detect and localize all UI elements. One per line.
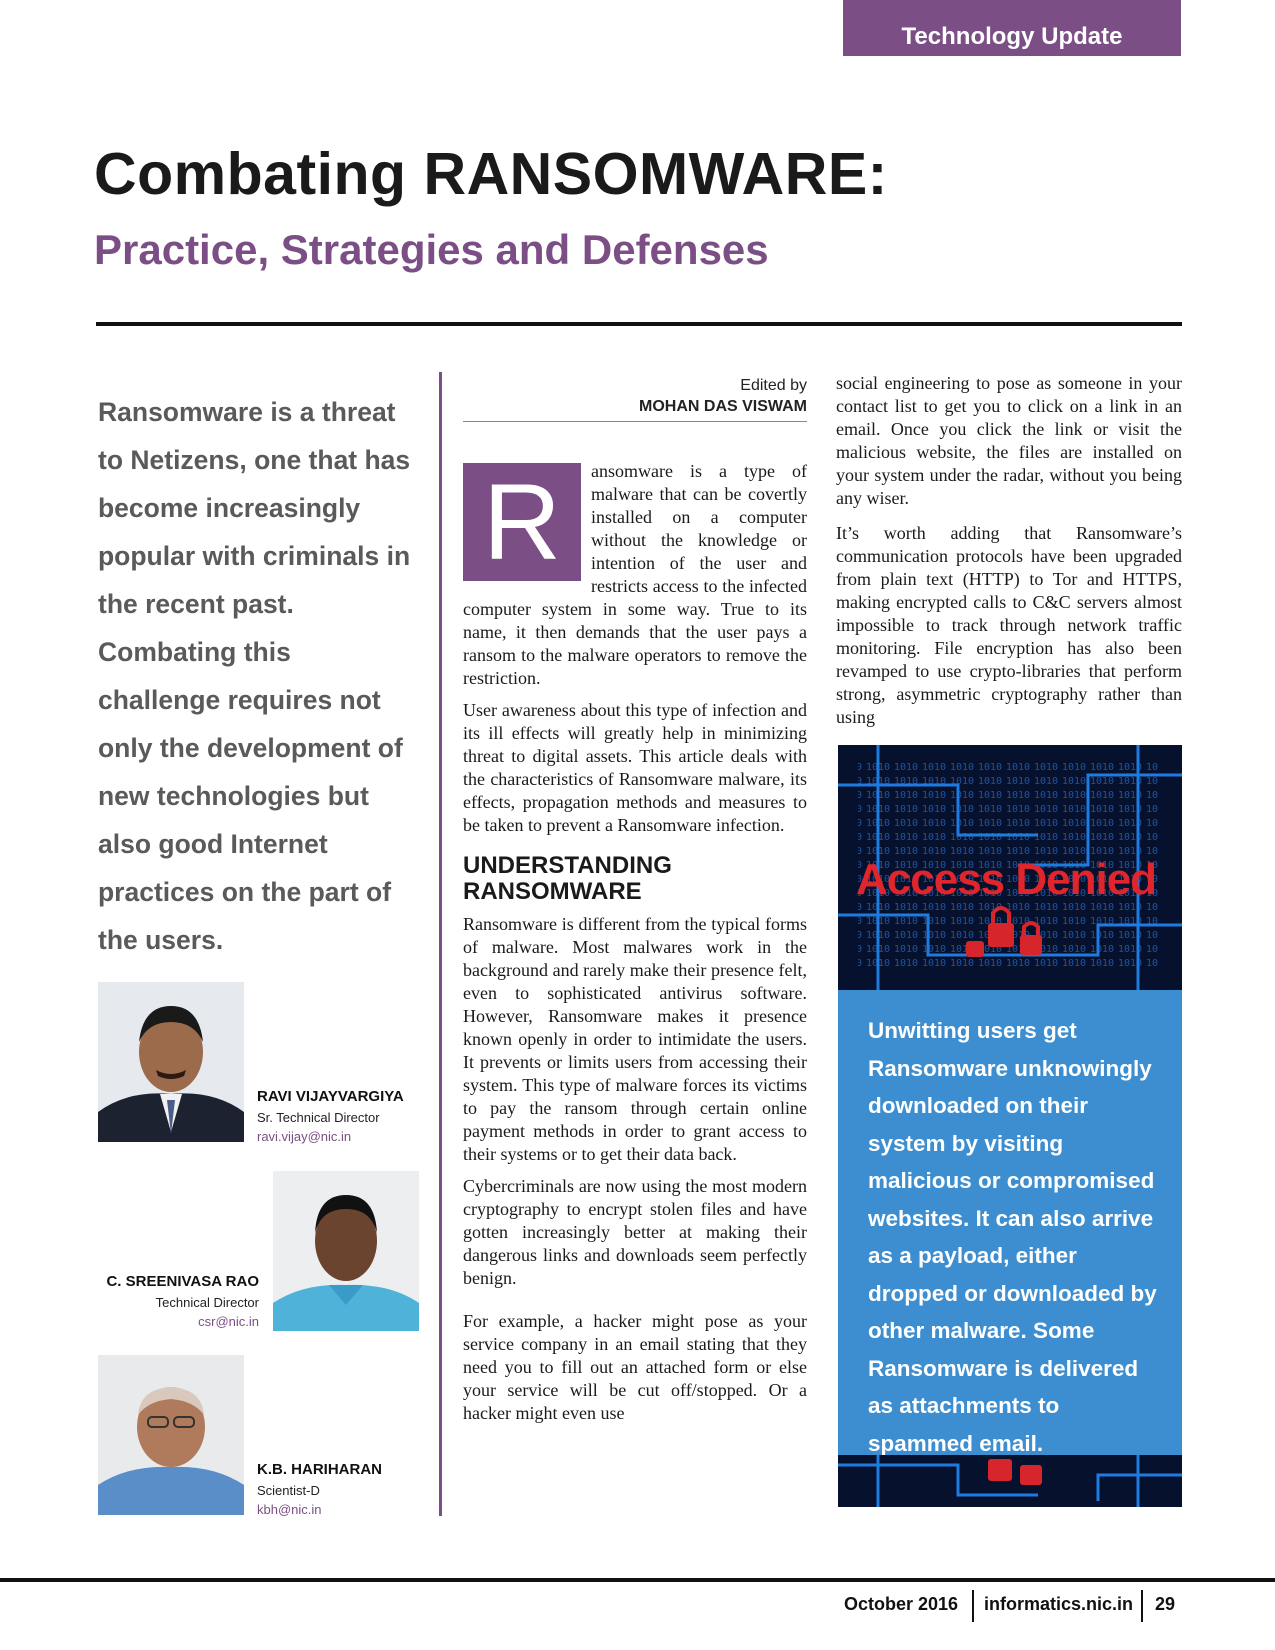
editor-label: Edited by bbox=[740, 377, 807, 394]
author-email-1[interactable]: ravi.vijay@nic.in bbox=[257, 1129, 352, 1144]
editor-credit bbox=[463, 375, 807, 417]
footer-site[interactable]: informatics.nic.in bbox=[984, 1594, 1134, 1614]
author-name-3: K.B. HARIHARAN bbox=[257, 1461, 382, 1478]
paragraph-2: User awareness about this type of infection and its ill effects will greatly help in minimizing threat to digital assets. This article deals with the characteristics of Ransomware malware, its effects, propagation methods and measures to be taken to prevent a Ransomware infection. bbox=[463, 700, 807, 835]
paragraph-6: social engineering to pose as someone in your contact list to get you to click on a link in an email. Once you click the link or visit the malicious website, the files are installed on your system under the radar, without you being any wiser. bbox=[836, 373, 1182, 508]
title-divider bbox=[96, 322, 1182, 326]
image-strip bbox=[838, 1455, 1182, 1507]
footer-divider bbox=[0, 1578, 1275, 1582]
footer-date: October 2016 bbox=[844, 1594, 959, 1614]
drop-cap: R bbox=[463, 463, 581, 581]
paragraph-5: For example, a hacker might pose as your service company in an email stating that they need you to fill out an attached form or else your service will be cut off/stopped. Or a hacker might even use bbox=[463, 1311, 807, 1423]
paragraph-3: Ransomware is different from the typical forms of malware. Most malwares work in the background and rarely make their presence felt, even to sophisticated antivirus software. However, Ransomware makes it presence known openly in order to intimidate the users. It prevents or limits users from accessing their system. This type of malware forces its victims to pay the ransom through certain online payment methods in order to grant access to their systems or to get their data back. bbox=[463, 914, 807, 1164]
editor-name: MOHAN DAS VISWAM bbox=[639, 398, 807, 415]
person-icon bbox=[98, 982, 244, 1142]
author-email-2[interactable]: csr@nic.in bbox=[198, 1314, 259, 1329]
footer-separator-2 bbox=[1141, 1590, 1143, 1622]
article-column-1 bbox=[463, 460, 807, 1434]
author-photo-3 bbox=[98, 1355, 244, 1515]
access-denied-text: Access Denied bbox=[856, 855, 1157, 904]
access-denied-image bbox=[838, 745, 1182, 990]
editor-divider bbox=[463, 421, 807, 422]
pull-quote: Ransomware is a threat to Netizens, one that has become increasingly popular with criminals in the recent past. Combating this challenge requires not only the development of new technologies but also good Internet practices on the part of the users. bbox=[98, 397, 411, 955]
author-role-1: Sr. Technical Director bbox=[257, 1110, 380, 1125]
callout-text: Unwitting users get Ransomware unknowingly downloaded on their system by visiting malicious or compromised websites. It can also arrive as a payload, either dropped or downloaded by other malware. Some Ransomware is delivered as attachments to spammed email. bbox=[868, 1018, 1157, 1456]
paragraph-7: It’s worth adding that Ransomware’s communication protocols have been upgraded from plain text (HTTP) to Tor and HTTPS, making encrypted calls to C&C servers almost impossible to track through network traffic monitoring. File encryption has also been revamped to use crypto-libraries that perform strong, asymmetric cryptography rather than using bbox=[836, 523, 1182, 727]
article-title: Combating RANSOMWARE: bbox=[94, 141, 888, 207]
author-photo-1 bbox=[98, 982, 244, 1142]
author-photo-2 bbox=[273, 1171, 419, 1331]
article-subtitle: Practice, Strategies and Defenses bbox=[94, 226, 769, 273]
column-divider bbox=[439, 372, 442, 1516]
person-icon bbox=[273, 1171, 419, 1331]
paragraph-1: R ansomware is a type of malware that can be covertly installed on a computer without the knowledge or intention of the user and restricts access to the infected computer system in some way. True to its name, it then demands that the user pays a ransom to the malware operators to remove the restriction. bbox=[463, 461, 807, 688]
section-tag: Technology Update bbox=[843, 0, 1181, 56]
footer-separator-1 bbox=[972, 1590, 974, 1622]
author-role-3: Scientist-D bbox=[257, 1483, 320, 1498]
author-name-2: C. SREENIVASA RAO bbox=[106, 1273, 259, 1290]
author-name-1: RAVI VIJAYVARGIYA bbox=[257, 1088, 404, 1105]
circuit-icon bbox=[838, 1455, 1182, 1507]
person-icon bbox=[98, 1355, 244, 1515]
page-number: 29 bbox=[1155, 1594, 1176, 1614]
paragraph-4: Cybercriminals are now using the most modern cryptography to encrypt stolen files and have gotten increasingly better at making their dangerous links and downloads seem perfectly benign. bbox=[463, 1176, 807, 1288]
section-heading: UNDERSTANDING RANSOMWARE bbox=[463, 852, 672, 905]
author-email-3[interactable]: kbh@nic.in bbox=[257, 1502, 322, 1517]
author-role-2: Technical Director bbox=[155, 1295, 259, 1310]
article-column-2 bbox=[836, 372, 1182, 738]
